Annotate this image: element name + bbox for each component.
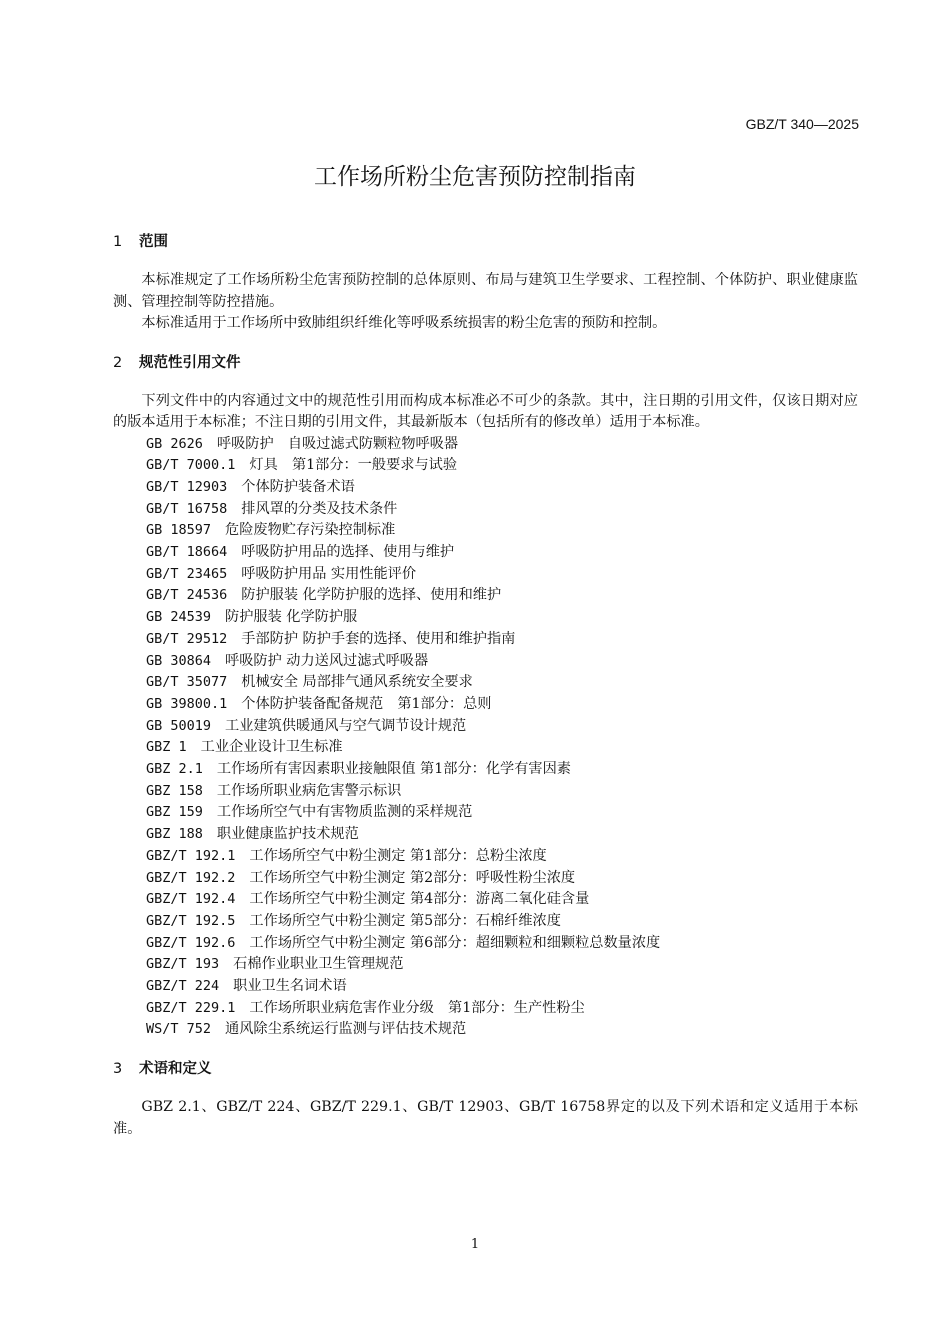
normative-reference-list bbox=[113, 434, 858, 1042]
reference-title: 呼吸防护 动力送风过滤式呼吸器 bbox=[225, 652, 429, 669]
section-1-paragraph: 本标准规定了工作场所粉尘危害预防控制的总体原则、布局与建筑卫生学要求、工程控制、个体防护、职业健康监测、管理控制等防控措施。 bbox=[113, 272, 858, 310]
reference-code: GB 24539 bbox=[146, 609, 212, 626]
reference-code: GB/T 7000.1 bbox=[146, 457, 236, 474]
reference-item bbox=[113, 716, 858, 738]
reference-code: GBZ/T 192.1 bbox=[146, 847, 236, 864]
reference-item bbox=[113, 564, 858, 586]
reference-code: GBZ 2.1 bbox=[146, 761, 203, 778]
reference-title: 工作场所职业病危害警示标识 bbox=[216, 782, 402, 799]
reference-item bbox=[113, 499, 858, 521]
reference-item bbox=[113, 629, 858, 651]
reference-item bbox=[113, 1019, 858, 1041]
section-title: 范围 bbox=[139, 234, 168, 250]
reference-code: GB/T 29512 bbox=[146, 630, 228, 647]
reference-title: 工作场所空气中粉尘测定 第5部分：石棉纤维浓度 bbox=[249, 912, 561, 929]
reference-code: GBZ/T 192.2 bbox=[146, 869, 236, 886]
reference-title: 机械安全 局部排气通风系统安全要求 bbox=[241, 674, 473, 691]
reference-code: GBZ/T 229.1 bbox=[146, 999, 236, 1016]
section-1-heading bbox=[113, 230, 858, 254]
reference-title: 呼吸防护用品的选择、使用与维护 bbox=[241, 544, 455, 561]
document-title: 工作场所粉尘危害预防控制指南 bbox=[314, 164, 636, 190]
reference-code: GB/T 12903 bbox=[146, 478, 228, 495]
reference-item bbox=[113, 781, 858, 803]
section-number: 3 bbox=[113, 1061, 123, 1078]
reference-code: GB 50019 bbox=[146, 717, 212, 734]
reference-code: GB/T 18664 bbox=[146, 544, 228, 561]
section-2-paragraph: 下列文件中的内容通过文中的规范性引用而构成本标准必不可少的条款。其中，注日期的引用文件，仅该日期对应的版本适用于本标准；不注日期的引用文件，其最新版本（包括所有的修改单）适用于本标准。 bbox=[113, 392, 858, 430]
section-1-paragraph: 本标准适用于工作场所中致肺组织纤维化等呼吸系统损害的粉尘危害的预防和控制。 bbox=[141, 315, 667, 331]
reference-item bbox=[113, 998, 858, 1020]
reference-code: GB 30864 bbox=[146, 652, 212, 669]
section-3-paragraph: GBZ 2.1、GBZ/T 224、GBZ/T 229.1、GB/T 12903、GB/T 16758界定的以及下列术语和定义适用于本标准。 bbox=[113, 1099, 858, 1137]
section-number: 1 bbox=[113, 234, 123, 250]
reference-title: 工作场所空气中粉尘测定 第2部分：呼吸性粉尘浓度 bbox=[249, 869, 576, 886]
reference-title: 灯具 第1部分：一般要求与试验 bbox=[249, 457, 458, 474]
reference-code: GB/T 24536 bbox=[146, 587, 228, 604]
reference-code: GB/T 23465 bbox=[146, 565, 228, 582]
reference-item bbox=[113, 737, 858, 759]
reference-code: GBZ/T 193 bbox=[146, 956, 220, 973]
reference-item bbox=[113, 434, 858, 456]
reference-item bbox=[113, 911, 858, 933]
reference-title: 通风除尘系统运行监测与评估技术规范 bbox=[225, 1021, 467, 1038]
reference-code: GBZ/T 192.5 bbox=[146, 912, 236, 929]
reference-item bbox=[113, 477, 858, 499]
section-2-heading bbox=[113, 351, 858, 375]
section-number: 2 bbox=[113, 354, 123, 371]
reference-item bbox=[113, 889, 858, 911]
reference-title: 工业建筑供暖通风与空气调节设计规范 bbox=[225, 717, 467, 734]
reference-title: 工作场所空气中有害物质监测的采样规范 bbox=[216, 804, 473, 821]
section-title: 术语和定义 bbox=[139, 1061, 212, 1078]
reference-title: 工业企业设计卫生标准 bbox=[200, 739, 343, 756]
reference-title: 个体防护装备配备规范 第1部分：总则 bbox=[241, 695, 492, 712]
reference-item bbox=[113, 651, 858, 673]
reference-title: 职业健康监护技术规范 bbox=[216, 826, 359, 843]
reference-code: GB 2626 bbox=[146, 435, 203, 452]
reference-title: 手部防护 防护手套的选择、使用和维护指南 bbox=[241, 630, 516, 647]
reference-code: GBZ 158 bbox=[146, 782, 203, 799]
reference-title: 工作场所职业病危害作业分级 第1部分：生产性粉尘 bbox=[249, 999, 585, 1016]
reference-title: 工作场所空气中粉尘测定 第4部分：游离二氧化硅含量 bbox=[249, 891, 590, 908]
reference-item bbox=[113, 542, 858, 564]
reference-item bbox=[113, 933, 858, 955]
reference-item bbox=[113, 672, 858, 694]
reference-code: GB/T 35077 bbox=[146, 674, 228, 691]
page-number: 1 bbox=[470, 1237, 480, 1252]
reference-title: 工作场所有害因素职业接触限值 第1部分：化学有害因素 bbox=[216, 761, 571, 778]
reference-item bbox=[113, 694, 858, 716]
reference-item bbox=[113, 846, 858, 868]
reference-title: 石棉作业职业卫生管理规范 bbox=[233, 956, 404, 973]
reference-item bbox=[113, 520, 858, 542]
reference-item bbox=[113, 954, 858, 976]
reference-item bbox=[113, 868, 858, 890]
reference-code: GBZ 188 bbox=[146, 826, 203, 843]
reference-code: GBZ 159 bbox=[146, 804, 203, 821]
reference-item bbox=[113, 607, 858, 629]
reference-item bbox=[113, 802, 858, 824]
reference-code: GBZ/T 192.4 bbox=[146, 891, 236, 908]
reference-code: WS/T 752 bbox=[146, 1021, 212, 1038]
reference-item bbox=[113, 585, 858, 607]
reference-title: 职业卫生名词术语 bbox=[233, 978, 347, 995]
reference-title: 排风罩的分类及技术条件 bbox=[241, 500, 398, 517]
reference-title: 工作场所空气中粉尘测定 第1部分：总粉尘浓度 bbox=[249, 847, 547, 864]
reference-item bbox=[113, 455, 858, 477]
reference-code: GBZ/T 192.6 bbox=[146, 934, 236, 951]
section-3-heading bbox=[113, 1057, 858, 1081]
reference-title: 防护服装 化学防护服的选择、使用和维护 bbox=[241, 587, 502, 604]
reference-code: GBZ 1 bbox=[146, 739, 187, 756]
reference-item bbox=[113, 976, 858, 998]
reference-item bbox=[113, 824, 858, 846]
reference-title: 防护服装 化学防护服 bbox=[225, 609, 358, 626]
reference-title: 危险废物贮存污染控制标准 bbox=[225, 522, 396, 539]
reference-title: 个体防护装备术语 bbox=[241, 478, 355, 495]
reference-code: GB 39800.1 bbox=[146, 695, 228, 712]
document-body bbox=[113, 230, 858, 1140]
reference-item bbox=[113, 759, 858, 781]
reference-code: GB 18597 bbox=[146, 522, 212, 539]
reference-title: 呼吸防护 自吸过滤式防颗粒物呼吸器 bbox=[216, 435, 459, 452]
section-title: 规范性引用文件 bbox=[139, 354, 241, 371]
standard-code: GBZ/T 340—2025 bbox=[745, 116, 859, 132]
reference-title: 工作场所空气中粉尘测定 第6部分：超细颗粒和细颗粒总数量浓度 bbox=[249, 934, 661, 951]
reference-title: 呼吸防护用品 实用性能评价 bbox=[241, 565, 417, 582]
reference-code: GB/T 16758 bbox=[146, 500, 228, 517]
reference-code: GBZ/T 224 bbox=[146, 978, 220, 995]
